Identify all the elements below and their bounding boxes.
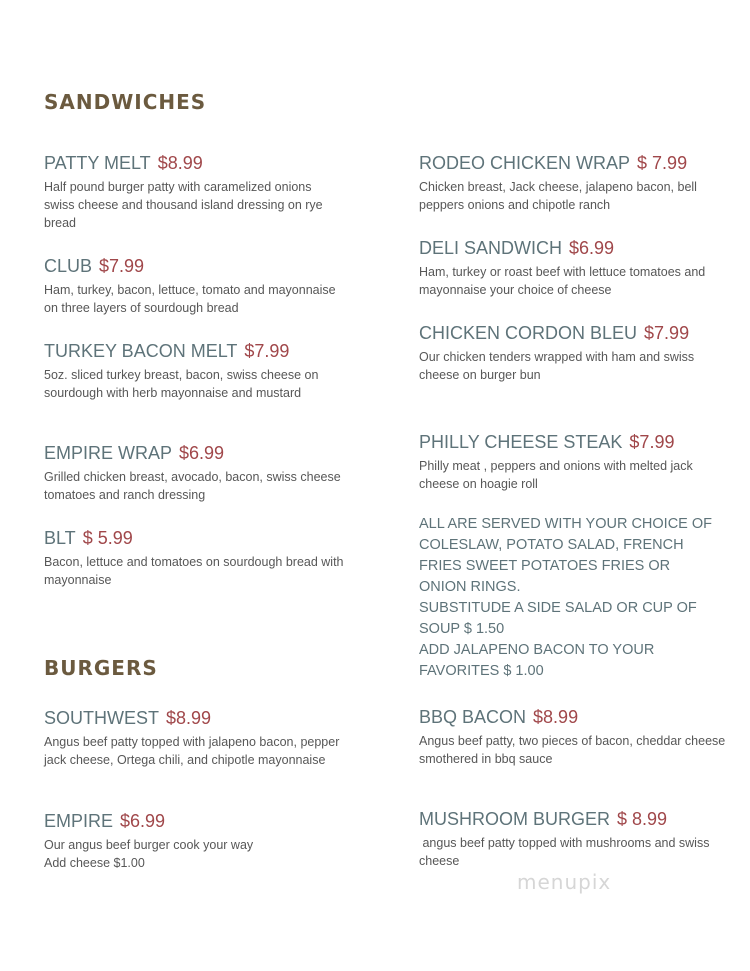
sides-note-line: ALL ARE SERVED WITH YOUR CHOICE OF COLESLAW, POTATO SALAD, FRENCH FRIES SWEET POTATOES FRIES OR ONION RINGS. xyxy=(419,516,713,595)
sandwiches-heading: SANDWICHES xyxy=(44,90,207,114)
item-price: $ 7.99 xyxy=(637,153,688,173)
item-name: PATTY MELT xyxy=(44,153,151,173)
item-name: MUSHROOM BURGER xyxy=(419,809,611,829)
item-description: angus beef patty topped with mushrooms and swiss cheese xyxy=(419,836,713,868)
menu-item-philly-cheese-steak xyxy=(419,431,729,493)
menu-item-empire xyxy=(44,810,344,872)
item-name: BBQ BACON xyxy=(419,707,527,727)
menu-item-mushroom-burger xyxy=(419,808,729,870)
menu-item-deli-sandwich xyxy=(419,237,729,299)
item-price: $7.99 xyxy=(629,432,675,452)
item-description: Chicken breast, Jack cheese, jalapeno bacon, bell peppers onions and chipotle ranch xyxy=(419,180,697,212)
menu-item-rodeo-chicken-wrap xyxy=(419,152,729,214)
item-description: Angus beef patty topped with jalapeno bacon, pepper jack cheese, Ortega chili, and chipotle mayonnaise xyxy=(44,735,340,767)
item-name: PHILLY CHEESE STEAK xyxy=(419,432,623,452)
item-description: Ham, turkey or roast beef with lettuce tomatoes and mayonnaise your choice of cheese xyxy=(419,265,706,297)
item-price: $8.99 xyxy=(157,153,203,173)
item-name: EMPIRE WRAP xyxy=(44,443,173,463)
menu-item-blt xyxy=(44,527,344,589)
sides-note-line: ADD JALAPENO BACON TO YOUR FAVORITES $ 1.00 xyxy=(419,642,655,679)
item-description: Philly meat , peppers and onions with melted jack cheese on hoagie roll xyxy=(419,459,693,491)
item-price: $8.99 xyxy=(533,707,579,727)
item-price: $7.99 xyxy=(644,323,690,343)
item-description: Our angus beef burger cook your way xyxy=(44,838,254,852)
menu-item-southwest xyxy=(44,707,344,769)
menu-item-club xyxy=(44,255,344,317)
item-description-extra: Add cheese $1.00 xyxy=(44,856,145,870)
item-description: Our chicken tenders wrapped with ham and swiss cheese on burger bun xyxy=(419,350,695,382)
item-description: Bacon, lettuce and tomatoes on sourdough bread with mayonnaise xyxy=(44,555,344,587)
item-description: Ham, turkey, bacon, lettuce, tomato and mayonnaise on three layers of sourdough bread xyxy=(44,283,336,315)
item-price: $8.99 xyxy=(166,708,212,728)
menu-item-chicken-cordon-bleu xyxy=(419,322,729,384)
item-description: 5oz. sliced turkey breast, bacon, swiss cheese on sourdough with herb mayonnaise and mustard xyxy=(44,368,319,400)
menu-item-turkey-bacon-melt xyxy=(44,340,344,402)
item-price: $7.99 xyxy=(99,256,145,276)
item-description: Grilled chicken breast, avocado, bacon, swiss cheese tomatoes and ranch dressing xyxy=(44,470,341,502)
item-name: SOUTHWEST xyxy=(44,708,159,728)
item-name: BLT xyxy=(44,528,76,548)
item-name: TURKEY BACON MELT xyxy=(44,341,238,361)
sides-note-line: SUBSTITUDE A SIDE SALAD OR CUP OF SOUP $ 1.50 xyxy=(419,600,697,637)
menu-item-patty-melt xyxy=(44,152,344,232)
item-name: CLUB xyxy=(44,256,93,276)
item-price: $ 5.99 xyxy=(82,528,133,548)
burgers-heading: BURGERS xyxy=(44,656,158,680)
sides-note xyxy=(419,514,719,682)
menu-item-bbq-bacon xyxy=(419,706,729,768)
item-name: DELI SANDWICH xyxy=(419,238,563,258)
item-price: $6.99 xyxy=(179,443,225,463)
item-price: $ 8.99 xyxy=(617,809,668,829)
item-name: RODEO CHICKEN WRAP xyxy=(419,153,631,173)
item-price: $6.99 xyxy=(569,238,615,258)
item-description: Half pound burger patty with caramelized onions swiss cheese and thousand island dressing on rye bread xyxy=(44,180,323,230)
menupix-watermark: menupix xyxy=(517,870,612,894)
item-name: EMPIRE xyxy=(44,811,114,831)
item-price: $6.99 xyxy=(120,811,166,831)
menu-item-empire-wrap xyxy=(44,442,344,504)
item-name: CHICKEN CORDON BLEU xyxy=(419,323,638,343)
item-price: $7.99 xyxy=(244,341,290,361)
item-description: Angus beef patty, two pieces of bacon, cheddar cheese smothered in bbq sauce xyxy=(419,734,726,766)
